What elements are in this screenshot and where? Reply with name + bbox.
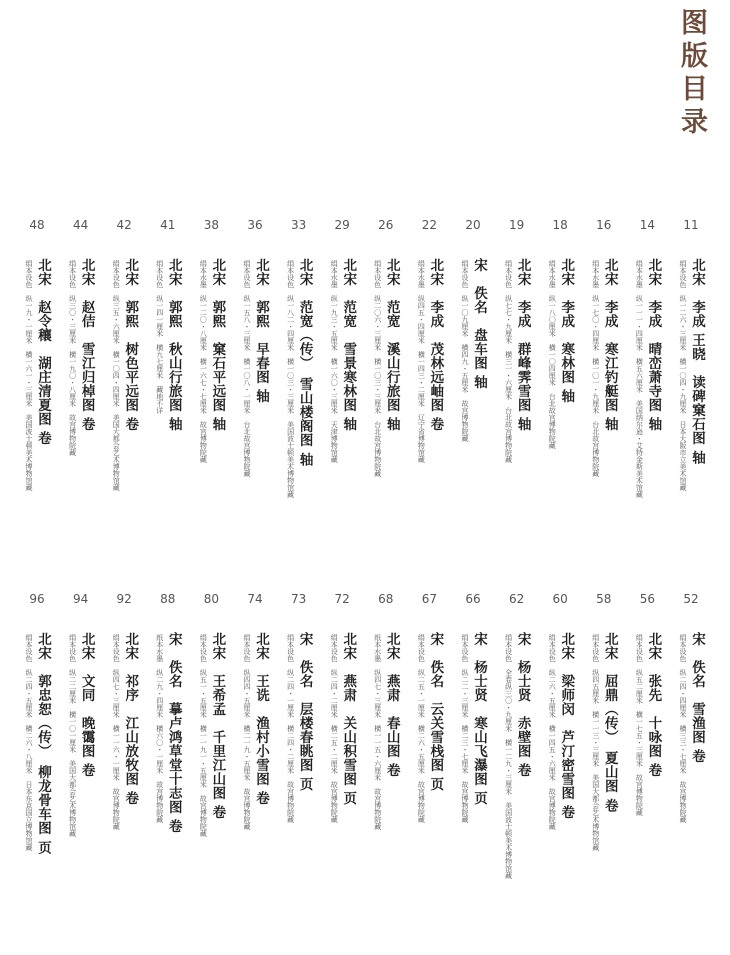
entry-columns [547, 632, 573, 830]
artwork-details: 绢本水墨 纵四五・四厘米 横一四三・二厘米 辽宁省博物馆藏 [417, 260, 426, 463]
artwork-title: 北宋 郭熙 秋山行旅图 轴 [165, 258, 182, 432]
page-number: 96 [29, 592, 45, 606]
artwork-title: 北宋 郭熙 窠石平远图 轴 [209, 258, 226, 432]
entry-columns [634, 258, 660, 498]
artwork-title: 北宋 郭忠恕（传） 柳龙骨车图 页 [35, 632, 51, 855]
entry-columns [68, 258, 94, 456]
entry-columns [460, 632, 486, 823]
artwork-details: 绢本设色 纵三〇・三厘米 横一九〇・八厘米 故宫博物院藏 [68, 260, 77, 456]
artwork-title: 北宋 范宽 溪山行旅图 轴 [383, 258, 400, 432]
page-number: 62 [508, 592, 525, 606]
entry-columns [286, 632, 312, 823]
artwork-details: 绢本设色 纵二二・三厘米 横二三・七厘米 故宫博物院藏 [461, 634, 469, 823]
page-number: 20 [465, 218, 481, 232]
artwork-details: 绢本设色 纵五一・五厘米 横一一九一・五厘米 故宫博物院藏 [199, 634, 208, 837]
page-number: 44 [72, 218, 89, 232]
artwork-details: 绢本设色 纵一〇九厘米 横四九・五厘米 故宫博物院藏 [461, 260, 469, 442]
page-number: 74 [247, 592, 263, 606]
entry-columns [678, 632, 704, 823]
entry-columns [198, 632, 224, 837]
page-number: 33 [290, 218, 307, 232]
toc-entry [111, 592, 137, 954]
toc-entry [242, 592, 268, 954]
entry-columns [198, 258, 224, 463]
artwork-title: 北宋 燕肃 春山图 卷 [383, 632, 400, 778]
toc-entry [591, 218, 617, 578]
page-number: 80 [203, 592, 220, 606]
entry-columns [504, 258, 530, 463]
toc-entry [373, 592, 399, 954]
page-number: 16 [596, 218, 612, 232]
page-number: 58 [596, 592, 612, 606]
toc-entry [198, 592, 224, 954]
artwork-title: 北宋 范宽（传） 雪山楼阁图 轴 [296, 258, 313, 467]
page-number: 92 [116, 592, 132, 606]
artwork-details: 绢本设色 全卷纵三〇・九厘米 横一二九・三厘米 美国波士顿美术博物馆藏 [504, 634, 513, 879]
page-number: 11 [683, 218, 699, 232]
entry-columns [111, 258, 137, 491]
artwork-details: 绢本设色 纵二五・一厘米 横二六・五厘米 故宫博物院藏 [417, 634, 426, 823]
toc-entry [547, 592, 573, 954]
artwork-title: 北宋 赵佶 雪江归棹图 卷 [78, 258, 95, 432]
page-number: 29 [334, 218, 350, 232]
page-number: 22 [421, 218, 438, 232]
page-number: 66 [465, 592, 481, 606]
entry-columns [373, 632, 399, 830]
toc-entry [416, 592, 442, 954]
artwork-details: 绢本设色 纵一二六・三厘米 横一〇四・九厘米 日本大阪市立美术馆藏 [679, 260, 687, 491]
artwork-title: 宋 佚名 雪渔图 卷 [689, 632, 705, 764]
artwork-title: 宋 杨士贤 寒山飞瀑图 页 [471, 632, 487, 806]
artwork-details: 绢本设色 纵四五厘米 横一一三・三厘米 美国大都会艺术博物馆藏 [591, 634, 600, 851]
artwork-title: 宋 佚名 摹卢鸿草堂十志图 卷 [165, 632, 182, 834]
artwork-details: 纸本水墨 纵二九・四厘米 横六〇・一厘米 故宫博物院藏 [155, 634, 164, 823]
artwork-title: 北宋 李成 寒江钓艇图 轴 [601, 258, 618, 432]
toc-entry [68, 218, 94, 578]
artwork-title: 北宋 张先 十咏图 卷 [645, 632, 662, 778]
page-number: 67 [421, 592, 438, 606]
entry-columns [504, 632, 530, 879]
entry-columns [329, 258, 355, 463]
entry-columns [373, 258, 399, 477]
page-number: 56 [639, 592, 656, 606]
toc-entry [547, 218, 573, 578]
artwork-details: 纸本水墨 纵四七・三厘米 横一一五・六厘米 故宫博物院藏 [373, 634, 382, 830]
entry-columns [416, 632, 442, 823]
artwork-details: 绢本水墨 纵一七〇・四厘米 横一〇一・九厘米 台北故宫博物院藏 [591, 260, 600, 477]
artwork-details: 绢本设色 纵二四・一厘米 横二四・二厘米 故宫博物院藏 [286, 634, 295, 823]
page-number: 26 [378, 218, 394, 232]
toc-entry [373, 218, 399, 578]
artwork-details: 绢本设色 纵二四・二厘米 横二五・二厘米 故宫博物院藏 [330, 634, 339, 823]
page-number: 18 [552, 218, 568, 232]
artwork-title: 北宋 李成 寒林图 轴 [558, 258, 575, 404]
toc-entry [24, 218, 50, 578]
artwork-title: 北宋 文同 晚霭图 卷 [78, 632, 95, 778]
artwork-details: 绢本设色 纵一五八・三厘米 横一〇八・一厘米 台北故宫博物院藏 [243, 260, 251, 477]
toc-entry [678, 592, 704, 954]
page-number: 68 [378, 592, 394, 606]
artwork-title: 北宋 赵令穰 湖庄清夏图 卷 [35, 258, 51, 446]
artwork-details: 绢本水墨 纵一二〇・八厘米 横一六七・七厘米 故宫博物院藏 [199, 260, 208, 463]
toc-entry [155, 218, 181, 578]
toc-entry [329, 592, 355, 954]
artwork-details: 绢本设色 纵五二厘米 横一七五・三厘米 故宫博物院藏 [635, 634, 644, 816]
toc-lower-row [0, 592, 730, 954]
page-number: 42 [116, 218, 132, 232]
entry-columns [678, 258, 704, 491]
artwork-title: 北宋 李成 晴峦萧寺图 轴 [645, 258, 662, 432]
artwork-details: 绢本设色 纵七七・九厘米 横三一・六厘米 台北故宫博物院藏 [504, 260, 513, 463]
artwork-title: 宋 佚名 云关雪栈图 页 [427, 632, 444, 792]
artwork-title: 北宋 梁师闵 芦汀密雪图 卷 [558, 632, 575, 820]
entry-columns [242, 632, 268, 830]
page-title: 图版目录 [676, 8, 707, 140]
artwork-details: 绢本设色 纵一九・一厘米 横一六一・三厘米 美国波士顿美术博物馆藏 [25, 260, 33, 491]
toc-entry [286, 218, 312, 578]
toc-entry [68, 592, 94, 954]
artwork-title: 宋 杨士贤 赤壁图 卷 [514, 632, 531, 778]
page-number: 19 [508, 218, 525, 232]
artwork-title: 北宋 屈鼎（传） 夏山图 卷 [601, 632, 618, 813]
page-number: 14 [639, 218, 656, 232]
entry-columns [329, 632, 355, 823]
artwork-details: 绢本水墨 纵一八〇厘米 横一〇四厘米 台北故宫博物院藏 [548, 260, 557, 449]
page-number: 73 [290, 592, 307, 606]
entry-columns [24, 258, 50, 491]
page-number: 41 [160, 218, 176, 232]
artwork-title: 北宋 郭熙 树色平远图 卷 [122, 258, 139, 432]
artwork-details: 绢本设色 纵一八二・四厘米 横一〇三・三厘米 美国波士顿美术博物馆藏 [286, 260, 295, 498]
toc-entry [198, 218, 224, 578]
entry-columns [634, 632, 660, 816]
toc-entry [460, 592, 486, 954]
artwork-details: 绢本设色 纵二二厘米 横一〇一厘米 美国大都会艺术博物馆藏 [68, 634, 77, 837]
artwork-title: 北宋 燕肃 关山积雪图 页 [340, 632, 357, 806]
entry-columns [591, 258, 617, 477]
artwork-title: 北宋 李成 群峰霁雪图 轴 [514, 258, 531, 432]
page-number: 60 [552, 592, 568, 606]
toc-entry [504, 592, 530, 954]
toc-entry [678, 218, 704, 578]
page-number: 88 [160, 592, 176, 606]
artwork-title: 北宋 范宽 雪景寒林图 轴 [340, 258, 357, 432]
entry-columns [68, 632, 94, 837]
toc-entry [634, 592, 660, 954]
entry-columns [460, 258, 486, 442]
artwork-details: 绢本设色 纵三五・六厘米 横一〇四・四厘米 美国大都会艺术博物馆藏 [112, 260, 121, 491]
artwork-title: 宋 佚名 盘车图 轴 [471, 258, 487, 390]
toc-entry [634, 218, 660, 578]
page-number: 48 [29, 218, 45, 232]
toc-entry [460, 218, 486, 578]
entry-columns [547, 258, 573, 449]
toc-entry [111, 218, 137, 578]
toc-entry [242, 218, 268, 578]
entry-columns [155, 258, 181, 431]
artwork-title: 宋 佚名 层楼春眺图 页 [296, 632, 313, 792]
entry-columns [286, 258, 312, 498]
page-number: 52 [683, 592, 699, 606]
entry-columns [242, 258, 268, 477]
toc-entry [155, 592, 181, 954]
artwork-title: 北宋 祁序 江山放牧图 卷 [122, 632, 139, 806]
artwork-details: 绢本水墨 纵一一一・四厘米 横五六厘米 美国纳尔逊・艾特金斯美术馆藏 [635, 260, 644, 498]
artwork-title: 北宋 王诜 渔村小雪图 卷 [253, 632, 269, 806]
page-number: 36 [247, 218, 263, 232]
artwork-details: 绢本设色 纵四七・三厘米 横一一六・一厘米 故宫博物院藏 [112, 634, 121, 830]
artwork-details: 绢本设色 纵二六・五厘米 横一四五・六厘米 故宫博物院藏 [548, 634, 557, 830]
entry-columns [591, 632, 617, 851]
artwork-details: 绢本设色 纵二四・四厘米 横三三・七厘米 故宫博物院藏 [679, 634, 687, 823]
artwork-details: 绢本设色 纵四四・五厘米 横二一九・五厘米 故宫博物院藏 [243, 634, 251, 830]
entry-columns [111, 632, 137, 830]
artwork-title: 北宋 李成 茂林远岫图 卷 [427, 258, 444, 432]
artwork-title: 北宋 王希孟 千里江山图 卷 [209, 632, 226, 820]
page-number: 94 [72, 592, 89, 606]
artwork-title: 北宋 李成 王晓 读碑窠石图 轴 [689, 258, 705, 465]
artwork-details: 绢本设色 纵一四一厘米 横九七厘米 藏地不详 [155, 260, 164, 414]
toc-entry [286, 592, 312, 954]
artwork-details: 绢本设色 纵二四・五厘米 横二六・八厘米 日本东京国立博物馆藏 [25, 634, 33, 851]
entry-columns [416, 258, 442, 463]
toc-upper-row [0, 218, 730, 578]
entry-columns [155, 632, 181, 833]
toc-entry [329, 218, 355, 578]
toc-entry [416, 218, 442, 578]
toc-entry [504, 218, 530, 578]
page-number: 38 [203, 218, 220, 232]
toc-entry [24, 592, 50, 954]
page-number: 72 [334, 592, 350, 606]
toc-entry [591, 592, 617, 954]
artwork-title: 北宋 郭熙 早春图 轴 [253, 258, 269, 404]
artwork-details: 绢本水墨 纵一九三・五厘米 横一六〇・三厘米 天津博物馆藏 [330, 260, 339, 463]
artwork-details: 绢本设色 纵二〇六・三厘米 横一〇三・三厘米 台北故宫博物院藏 [373, 260, 382, 477]
entry-columns [24, 632, 50, 854]
